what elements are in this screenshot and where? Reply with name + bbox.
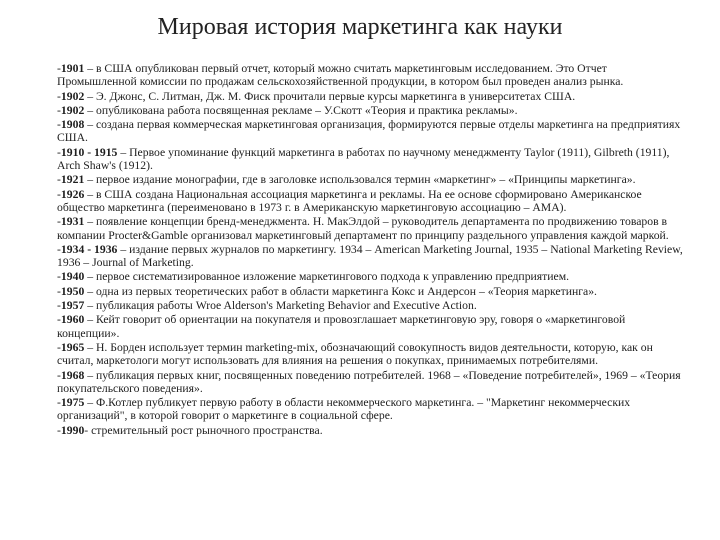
entry-prefix: - <box>57 270 61 284</box>
entry-year: 1960 <box>60 313 85 327</box>
timeline-entry <box>57 173 689 186</box>
entry-prefix: - <box>57 187 61 201</box>
entry-text: – публикация первых книг, посвященных поведению потребителей. 1968 – «Поведение потребителей», 1969 – «Теория покупательского поведения». <box>57 368 681 395</box>
entry-text: – первое систематизированное изложение маркетингового подхода к управлению предприятием. <box>84 270 570 284</box>
entry-prefix: - <box>57 313 61 327</box>
timeline-entry <box>57 118 689 145</box>
timeline-entry <box>57 146 689 173</box>
timeline-entry <box>57 285 689 298</box>
timeline-entry <box>57 62 689 89</box>
entry-text: – опубликована работа посвященная рекламе – У.Скотт «Теория и практика рекламы». <box>84 103 518 117</box>
entry-prefix: - <box>57 103 61 117</box>
timeline-entry <box>57 341 689 368</box>
entry-prefix: - <box>57 396 61 410</box>
entry-prefix: - <box>57 145 61 159</box>
entry-prefix: - <box>57 89 61 103</box>
timeline-entry <box>57 424 689 437</box>
entry-text: – появление концепции бренд-менеджмента. Н. МакЭлдой – руководитель департамента по продвижению товаров в компании Procter&Gamble организовал маркетинговый департамент по принципу раздельного управления каждой маркой. <box>57 215 669 242</box>
entry-text: – в США опубликован первый отчет, который можно считать маркетинговым исследованием. Это Отчет Промышленной комиссии по продажам сельскохозяйственной продукции, в котором был проведен анализ рынка. <box>57 62 624 89</box>
timeline-entry <box>57 396 689 423</box>
entry-year: 1940 <box>60 270 85 284</box>
entry-year: 1975 <box>60 396 85 410</box>
timeline-entry <box>57 215 689 242</box>
entry-text: – Ф.Котлер публикует первую работу в области некоммерческого маркетинга. – "Маркетинг некоммерческих организаций", в которой говорит о маркетинге в социальной сфере. <box>57 396 631 423</box>
entry-year: 1934 - 1936 <box>60 242 118 256</box>
timeline-list <box>57 62 689 438</box>
entry-text: – Первое упоминание функций маркетинга в работах по научному менеджменту Taylor (1911), Gilbreth (1911), Arch Shaw's (1912). <box>57 145 670 173</box>
entry-text: – Э. Джонс, С. Литман, Дж. М. Фиск прочитали первые курсы маркетинга в университетах США. <box>84 89 576 103</box>
entry-year: 1908 <box>60 118 85 132</box>
entry-prefix: - <box>57 242 61 256</box>
entry-prefix: - <box>57 215 61 229</box>
entry-year: 1902 <box>60 103 85 117</box>
timeline-entry <box>57 270 689 283</box>
timeline-entry <box>57 104 689 117</box>
entry-text: – одна из первых теоретических работ в области маркетинга Кокс и Андерсон – «Теория маркетинга». <box>84 284 597 298</box>
entry-year: 1926 <box>60 187 85 201</box>
entry-year: 1910 - 1915 <box>60 145 118 159</box>
entry-year: 1968 <box>60 368 85 382</box>
entry-year: 1921 <box>60 173 85 187</box>
entry-text: – в США создана Национальная ассоциация маркетинга и рекламы. На ее основе сформировано Американское общество маркетинга (переименовано в 1973 г. в Американскую маркетинговую ассоциацию – AMA). <box>57 187 642 214</box>
entry-year: 1902 <box>60 89 85 103</box>
entry-prefix: - <box>57 118 61 132</box>
entry-prefix: - <box>57 299 61 313</box>
entry-text: – Кейт говорит об ориентации на покупателя и провозглашает маркетинговую эру, говоря о «маркетинговой концепции». <box>57 313 626 340</box>
entry-year: 1990 <box>60 423 85 437</box>
entry-year: 1901 <box>60 62 85 75</box>
entry-text: – создана первая коммерческая маркетинговая организация, формируются первые отделы маркетинга на предприятиях США. <box>57 118 681 145</box>
timeline-entry <box>57 369 689 396</box>
entry-prefix: - <box>57 173 61 187</box>
entry-year: 1950 <box>60 284 85 298</box>
entry-year: 1931 <box>60 215 85 229</box>
timeline-entry <box>57 243 689 270</box>
entry-year: 1957 <box>60 299 85 313</box>
entry-text: – первое издание монографии, где в заголовке использовался термин «маркетинг» – «Принципы маркетинга». <box>84 173 636 187</box>
page-title: Мировая история маркетинга как науки <box>157 14 563 40</box>
entry-prefix: - <box>57 368 61 382</box>
entry-text: - стремительный рост рыночного пространства. <box>84 423 323 437</box>
entry-prefix: - <box>57 62 61 75</box>
timeline-entry <box>57 188 689 215</box>
entry-prefix: - <box>57 340 61 354</box>
entry-text: – Н. Борден использует термин marketing-mix, обозначающий совокупность видов деятельности, которую, как он считал, маркетологи могут использовать для влияния на решения о покупках, принимаемых потребителями. <box>57 340 653 368</box>
entry-text: – публикация работы Wroe Alderson's Marketing Behavior and Executive Action. <box>84 299 477 313</box>
timeline-entry <box>57 313 689 340</box>
entry-prefix: - <box>57 284 61 298</box>
entry-prefix: - <box>57 423 61 437</box>
timeline-entry <box>57 299 689 312</box>
entry-year: 1965 <box>60 340 85 354</box>
entry-text: – издание первых журналов по маркетингу. 1934 – American Marketing Journal, 1935 – National Marketing Review, 1936 – Journal of Marketing. <box>57 242 683 270</box>
timeline-entry <box>57 90 689 103</box>
